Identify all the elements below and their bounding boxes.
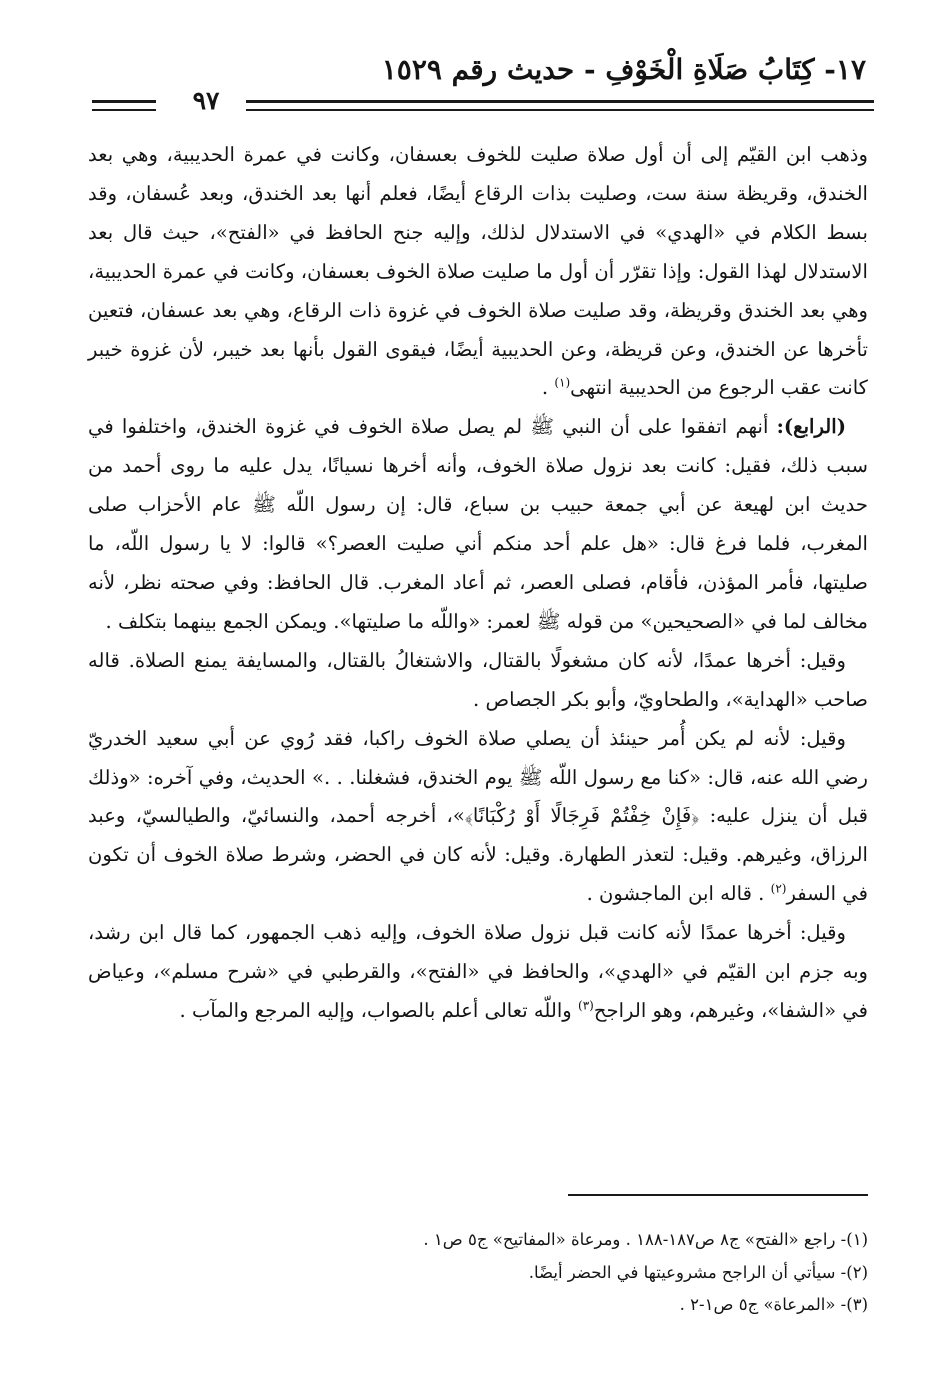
paragraph — [88, 720, 868, 915]
footnote-marker: (٢) — [770, 881, 787, 896]
paragraph — [88, 136, 868, 408]
footnotes — [248, 1224, 868, 1322]
footnote-separator — [568, 1194, 868, 1196]
paragraph — [88, 408, 868, 641]
page-number: ٩٧ — [192, 86, 220, 115]
paragraph — [88, 642, 868, 720]
paragraph-text: أنهم اتفقوا على أن النبي ﷺ لم يصل صلاة الخوف في غزوة الخندق، واختلفوا في سبب ذلك، فقيل: كانت بعد نزول صلاة الخوف، وأنه أخرها نسيانًا، يدل عليه ما روى أحمد من حديث ابن لهيعة عن أبي جمعة حبيب بن سباع، قال: إن رسول اللّه ﷺ عام الأحزاب صلى المغرب، فلما فرغ قال: «هل علم أحد منكم أني صليت العصر؟» قالوا: لا يا رسول اللّه، ما صليتها، فأمر المؤذن، فأقام، فصلى العصر، ثم أعاد المغرب. قال الحافظ: وفي صحته نظر، لأنه مخالف لما في «الصحيحين» من قوله ﷺ لعمر: «واللّه ما صليتها». ويمكن الجمع بينهما بتكلف . — [88, 415, 868, 633]
paragraph-tail: واللّه تعالى أعلم بالصواب، وإليه المرجع والمآب . — [179, 998, 578, 1022]
main-text — [88, 136, 868, 1031]
paragraph-text: وقيل: أخرها عمدًا لأنه كانت قبل نزول صلاة الخوف، وإليه ذهب الجمهور، كما قال ابن رشد، وبه جزم ابن القيّم في «الهدي»، والحافظ في «الفتح»، والقرطبي في «شرح مسلم»، وعياض في «الشفا»، وغيرهم، وهو الراجح — [88, 921, 868, 1022]
paragraph-text: وذهب ابن القيّم إلى أن أول صلاة صليت للخوف بعسفان، وكانت في عمرة الحديبية، وهي بعد الخندق، وقريظة سنة ست، وصليت بذات الرقاع أيضًا، فعلم أنها بعد الخندق، وبعد عُسفان، وقد بسط الكلام في «الهدي» في الاستدلال لذلك، وإليه جنح الحافظ في «الفتح»، حيث قال بعد الاستدلال لهذا القول: وإذا تقرّر أن أول ما صليت صلاة الخوف بعسفان، وكانت في عمرة الحديبية، وهي بعد الخندق وقريظة، وقد صليت صلاة الخوف في غزوة ذات الرقاع، وهي بعد عسفان، فتعين تأخرها عن الخندق، وعن قريظة، وعن الحديبية أيضًا، فيقوى القول بأنها بعد خيبر، لأن غزوة خيبر كانت عقب الرجوع من الحديبية انتهى — [88, 143, 868, 400]
paragraph — [88, 914, 868, 1031]
footnote-marker: (١) — [554, 375, 571, 390]
header-double-rule-left — [92, 100, 156, 111]
running-header-title: ١٧- كِتَابُ صَلَاةِ الْخَوْفِ - حديث رقم ١٥٢٩ — [381, 53, 866, 86]
paragraph-text: وقيل: لأنه لم يكن أُمر حينئذ أن يصلي صلاة الخوف راكبا، فقد رُوي عن أبي سعيد الخدريّ رضي الله عنه، قال: «كنا مع رسول اللّه ﷺ يوم الخندق، فشغلنا. . .» الحديث، وفي آخره: «وذلك قبل أن ينزل عليه: ﴿فَإِنْ خِفْتُمْ فَرِجَالًا أَوْ رُكْبَانًا﴾»، أخرجه أحمد، والنسائيّ، والطيالسيّ، وعبد الرزاق، وغيرهم. وقيل: لتعذر الطهارة. وقيل: لأنه كان في الحضر، وشرط صلاة الخوف أن تكون في السفر — [88, 726, 868, 906]
footnote-marker: (٣) — [578, 998, 594, 1013]
paragraph-tail: . قاله ابن الماجشون . — [586, 882, 771, 906]
footnote: (٣)- «المرعاة» ج٥ ص١-٢ . — [679, 1295, 868, 1314]
paragraph-text: وقيل: أخرها عمدًا، لأنه كان مشغولًا بالقتال، والاشتغالُ بالقتال، والمسايفة يمنع الصلاة. قاله صاحب «الهداية»، والطحاويّ، وأبو بكر الجصاص . — [88, 648, 868, 711]
header-double-rule-right — [246, 100, 874, 111]
paragraph-tail: . — [541, 376, 555, 400]
footnote: (٢)- سيأتي أن الراجح مشروعيتها في الحضر أيضًا. — [528, 1262, 868, 1282]
footnote: (١)- راجع «الفتح» ج٨ ص١٨٧-١٨٨ . ومرعاة «المفاتيح» ج٥ ص١ . — [423, 1230, 868, 1249]
section-term: (الرابع): — [776, 415, 846, 439]
